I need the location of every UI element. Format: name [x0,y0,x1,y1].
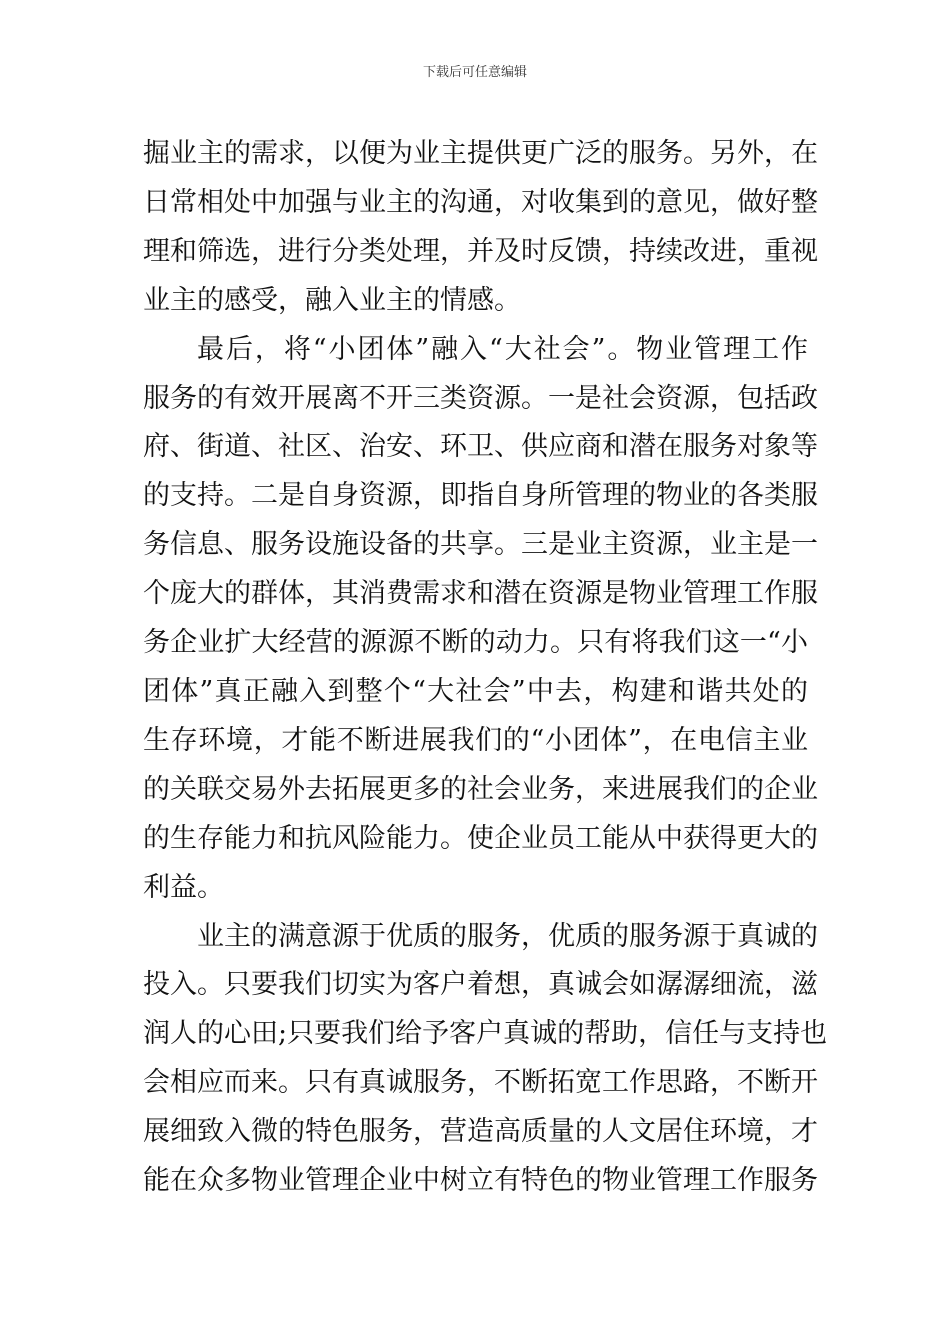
text-line: 展细致入微的特色服务，营造高质量的人文居住环境，才 [143,1116,818,1148]
text-line: 最后，将“小团体”融入“大社会”。物业管理工作 [197,333,808,365]
text-line: 投入。只要我们切实为客户着想，真诚会如潺潺细流，滋 [143,969,818,1001]
text-line: 日常相处中加强与业主的沟通，对收集到的意见，做好整 [143,186,818,218]
text-line: 个庞大的群体，其消费需求和潜在资源是物业管理工作服 [143,578,818,610]
text-line: 业主的满意源于优质的服务，优质的服务源于真诚的 [197,920,818,952]
paragraph-2 [143,326,818,913]
text-line: 润人的心田;只要我们给予客户真诚的帮助，信任与支持也 [143,1018,828,1050]
text-line: 理和筛选，进行分类处理，并及时反馈，持续改进，重视 [143,235,818,267]
paragraph-3 [143,913,828,1206]
text-line: 能在众多物业管理企业中树立有特色的物业管理工作服务 [143,1165,818,1197]
document-body [143,130,828,1206]
page-header: 下载后可任意编辑 [422,65,527,80]
text-line: 府、街道、社区、治安、环卫、供应商和潜在服务对象等 [143,431,818,463]
text-line: 会相应而来。只有真诚服务，不断拓宽工作思路，不断开 [143,1067,818,1099]
text-line: 业主的感受，融入业主的情感。 [143,284,521,316]
text-line: 务信息、服务设施设备的共享。三是业主资源，业主是一 [143,529,818,561]
text-line: 团体”真正融入到整个“大社会”中去，构建和谐共处的 [143,675,808,707]
text-line: 务企业扩大经营的源源不断的动力。只有将我们这一“小 [143,627,808,659]
text-line: 生存环境，才能不断进展我们的“小团体”，在电信主业 [143,724,808,756]
text-line: 的生存能力和抗风险能力。使企业员工能从中获得更大的 [143,822,818,854]
text-line: 服务的有效开展离不开三类资源。一是社会资源，包括政 [143,382,818,414]
paragraph-1 [143,130,818,326]
text-line: 的关联交易外去拓展更多的社会业务，来进展我们的企业 [143,773,818,805]
text-line: 掘业主的需求，以便为业主提供更广泛的服务。另外，在 [143,138,818,169]
text-line: 利益。 [143,871,224,903]
text-line: 的支持。二是自身资源，即指自身所管理的物业的各类服 [143,480,818,512]
